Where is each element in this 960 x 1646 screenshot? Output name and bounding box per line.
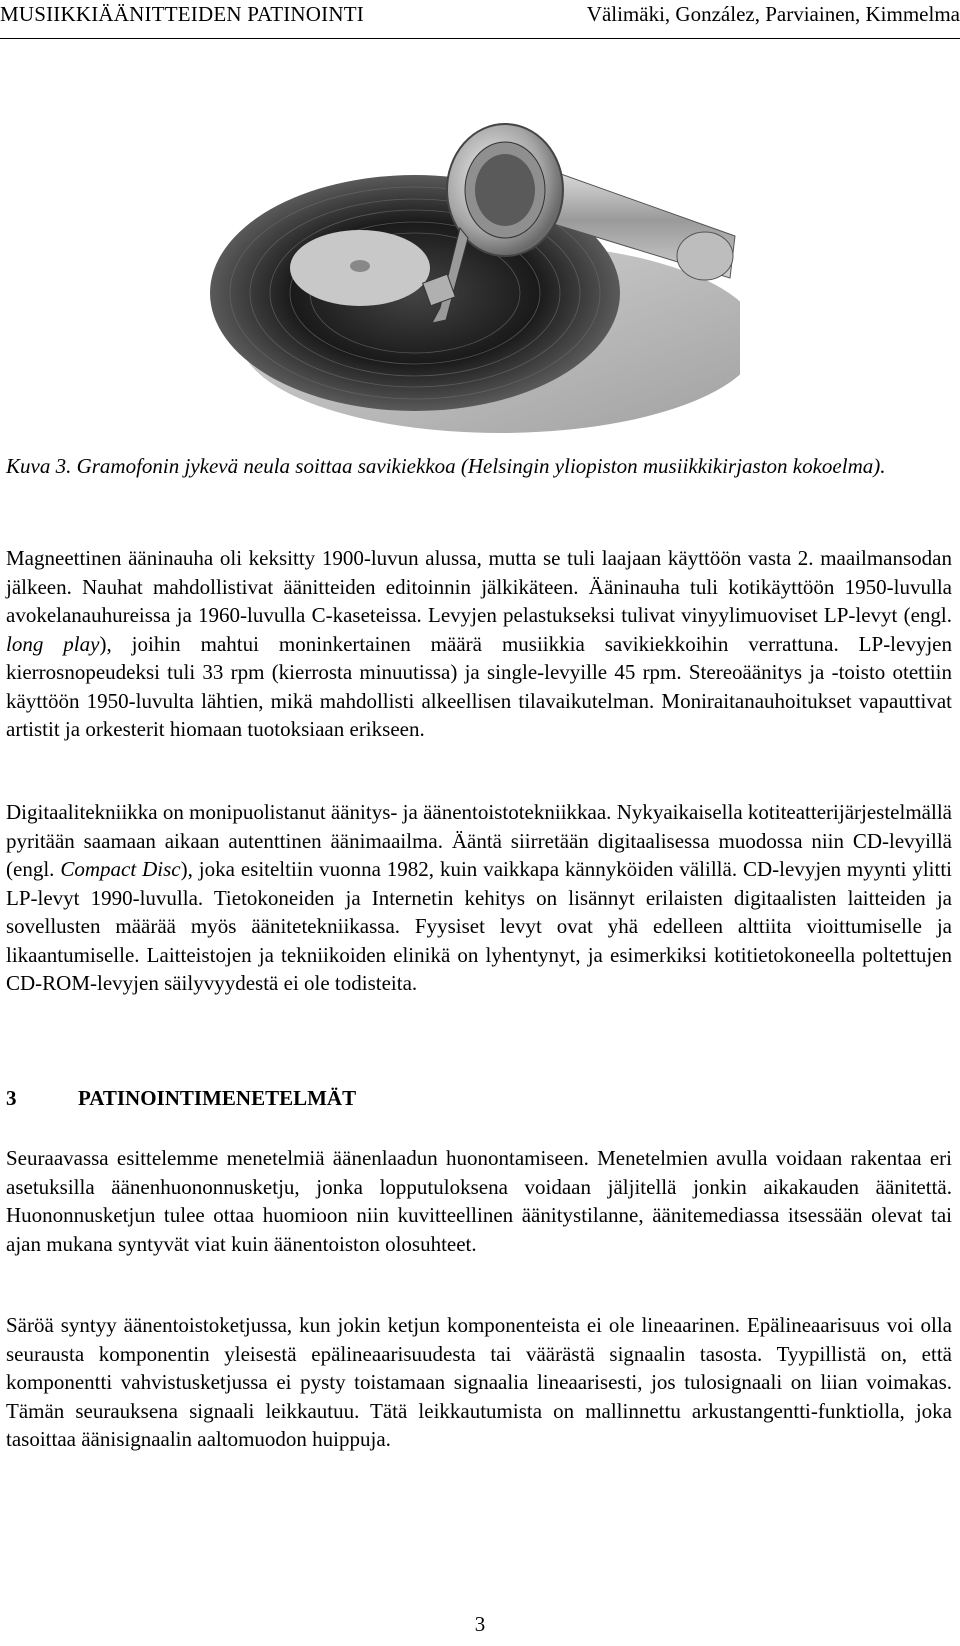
paragraph-emphasis: Compact Disc: [60, 857, 181, 881]
header-title: MUSIIKKIÄÄNITTEIDEN PATINOINTI: [0, 2, 364, 26]
header-rule: [0, 38, 960, 39]
page-number: 3: [474, 1612, 486, 1636]
paragraph-text: Säröä syntyy äänentoistoketjussa, kun jokin ketjun komponenteista ei ole lineaarinen. Epälineaarisuus voi olla seurausta komponentin yleisestä epälineaarisuudesta tai väärästä signaalin tasosta. Tyypillistä on, että komponentti vahvistusketjussa ei pysty toistamaan signaalia lineaarisesti, jos tulosignaali on liian voimakas. Tämän seurauksena signaali leikkautuu. Tätä leikkautumista on mallinnettu arkustangentti-funktiolla, joka tasoittaa äänisignaalin aaltomuodon huippuja.: [6, 1313, 952, 1451]
paragraph-text: Seuraavassa esittelemme menetelmiä äänenlaadun huonontamiseen. Menetelmien avulla voidaan rakentaa eri asetuksilla äänenhuononnusketju, jonka lopputuloksena voidaan jäljitellä jonkin aikakauden äänitettä. Huononnusketjun tulee ottaa huomioon niin kuvitteellinen äänitystilanne, äänitemediassa itsessään olevat tai ajan mukana syntyvät viat kuin äänentoiston olosuhteet.: [6, 1146, 952, 1256]
gramophone-photo: [200, 118, 740, 436]
paragraph-text: ), joihin mahtui moninkertainen määrä musiikkia savikiekkoihin verrattuna. LP-levyjen kierrosnopeudeksi tuli 33 rpm (kierrosta minuutissa) ja single-levyille 45 rpm. Stereoäänitys ja -toisto otettiin käyttöön 1950-luvulta lähtien, mikä mahdollisti alkeellisen tilavaikutelman. Moniraitanauhoitukset vapauttivat artistit ja orkesterit hiomaan tuotoksiaan erikseen.: [6, 631, 952, 741]
section-heading: [6, 1086, 356, 1111]
paragraph-tape-history: [6, 544, 952, 744]
section-number: 3: [6, 1086, 17, 1110]
header-authors: Välimäki, González, Parviainen, Kimmelma: [586, 2, 960, 26]
paragraph-distortion: [6, 1311, 952, 1454]
paragraph-text: Magneettinen ääninauha oli keksitty 1900-luvun alussa, mutta se tuli laajaan käyttöön vasta 2. maailmansodan jälkeen. Nauhat mahdollistivat äänitteiden editoinnin jälkikäteen. Ääninauha tuli kotikäyttöön 1950-luvulla avokelanauhureissa ja 1960-luvulla C-kaseteissa. Levyjen pelastukseksi tulivat vinyylimuoviset LP-levyt (engl.: [6, 546, 952, 627]
paragraph-text: Digitaalitekniikka on monipuolistanut äänitys- ja äänentoistotekniikkaa. Nykyaikaisella kotiteatterijärjestelmällä pyritään saamaan aikaan autenttinen äänimaailma. Ääntä siirretään digitaalisessa muodossa niin CD-levyillä (engl.: [6, 800, 952, 881]
paragraph-digital-tech: [6, 798, 952, 998]
paragraph-emphasis: long play: [6, 631, 100, 656]
running-header: [0, 0, 960, 40]
figure-caption: Kuva 3. Gramofonin jykevä neula soittaa savikiekkoa (Helsingin yliopiston musiikkikirjaston kokoelma).: [6, 454, 886, 478]
paragraph-methods-intro: [6, 1144, 952, 1258]
paragraph-text: ), joka esiteltiin vuonna 1982, kuin vaikkapa kännyköiden välillä. CD-levyjen myynti ylitti LP-levyt 1990-luvulla. Tietokoneiden ja Internetin kehitys on lisännyt erilaisten digitaalisten laitteiden ja sovellusten määrää myös äänitetekniikassa. Fyysiset levyt ovat yhä edelleen alttiita vioittumiselle ja likaantumiselle. Laitteistojen ja tekniikoiden elinikä on lyhentynyt, ja esimerkiksi kotitietokoneella poltettujen CD-ROM-levyjen säilyvyydestä ei ole todisteita.: [6, 857, 952, 995]
section-title: PATINOINTIMENETELMÄT: [78, 1086, 357, 1110]
